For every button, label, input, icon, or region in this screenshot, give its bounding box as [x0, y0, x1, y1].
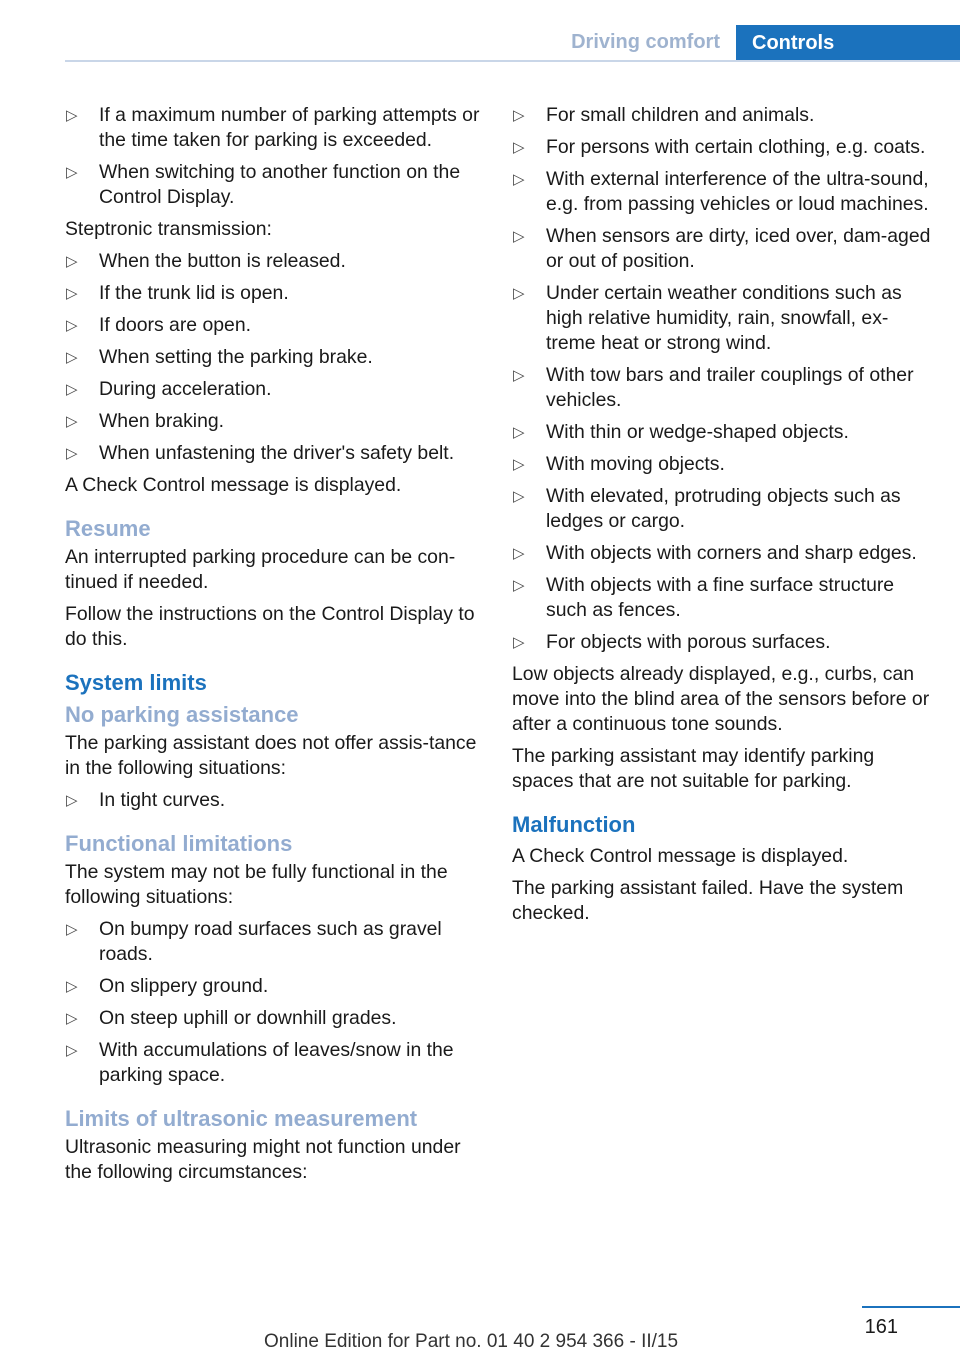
- bullet-triangle-icon: ▷: [66, 107, 78, 124]
- check-control-paragraph: A Check Control message is displayed.: [65, 474, 402, 496]
- bullet-triangle-icon: ▷: [513, 367, 525, 384]
- resume-heading: Resume: [65, 516, 151, 541]
- bullet-triangle-icon: ▷: [66, 164, 78, 181]
- bullet-triangle-icon: ▷: [66, 253, 78, 270]
- list-item: ▷ For objects with porous surfaces.: [513, 631, 831, 653]
- bullet-triangle-icon: ▷: [513, 634, 525, 651]
- bullet-triangle-icon: ▷: [513, 171, 525, 188]
- list-item: ▷ With objects with corners and sharp edges.: [513, 542, 917, 564]
- edition-footer: Online Edition for Part no. 01 40 2 954 366 - II/15: [264, 1331, 679, 1352]
- list-item: ▷ With tow bars and trailer couplings of other vehicles.: [513, 364, 914, 411]
- list-item: ▷ On slippery ground.: [66, 975, 269, 997]
- left-column: [65, 103, 480, 1192]
- footer-divider: [862, 1306, 960, 1308]
- list-item: ▷ When sensors are dirty, iced over, dam‐aged or out of position.: [513, 225, 931, 272]
- functional-limitations-heading: Functional limitations: [65, 831, 293, 856]
- header-divider: [65, 60, 960, 62]
- bullet-triangle-icon: ▷: [513, 545, 525, 562]
- bullet-triangle-icon: ▷: [66, 285, 78, 302]
- bullet-triangle-icon: ▷: [66, 381, 78, 398]
- system-limits-heading: System limits: [65, 670, 207, 695]
- bullet-triangle-icon: ▷: [66, 921, 78, 938]
- list-item: ▷ If a maximum number of parking attempts or the time taken for parking is exceeded.: [66, 104, 480, 151]
- list-item: ▷ When the button is released.: [66, 250, 346, 272]
- bullet-triangle-icon: ▷: [66, 1010, 78, 1027]
- list-item: ▷ With elevated, protruding objects such as ledges or cargo.: [513, 485, 901, 532]
- ultrasonic-paragraph: Ultrasonic measuring might not function under the following circumstances:: [65, 1136, 461, 1183]
- list-item: ▷ With accumulations of leaves/snow in the parking space.: [66, 1039, 454, 1086]
- list-item: ▷ If doors are open.: [66, 314, 251, 336]
- bullet-triangle-icon: ▷: [66, 978, 78, 995]
- no-parking-assistance-heading: No parking assistance: [65, 702, 299, 727]
- list-item: ▷ When braking.: [66, 410, 225, 432]
- list-item: ▷ On steep uphill or downhill grades.: [66, 1007, 397, 1029]
- bullet-triangle-icon: ▷: [66, 349, 78, 366]
- parking-spaces-paragraph: The parking assistant may identify parking spaces that are not suitable for parking.: [512, 745, 875, 792]
- no-assistance-paragraph: The parking assistant does not offer assis‐tance in the following situations:: [65, 732, 477, 779]
- list-item: ▷ During acceleration.: [66, 378, 272, 400]
- list-item: ▷ If the trunk lid is open.: [66, 282, 289, 304]
- bullet-triangle-icon: ▷: [66, 792, 78, 809]
- list-item: ▷ With thin or wedge-shaped objects.: [513, 421, 849, 443]
- list-item: ▷ For small children and animals.: [513, 104, 815, 126]
- resume-paragraph-1: An interrupted parking procedure can be con‐tinued if needed.: [65, 546, 456, 593]
- malfunction-heading: Malfunction: [512, 812, 636, 837]
- bullet-triangle-icon: ▷: [66, 445, 78, 462]
- list-item: ▷ With external interference of the ultra‐sound, e.g. from passing vehicles or loud machines.: [513, 168, 929, 215]
- low-objects-paragraph: Low objects already displayed, e.g., curbs, can move into the blind area of the sensors before or after a continuous tone sounds.: [512, 663, 930, 735]
- bullet-triangle-icon: ▷: [513, 424, 525, 441]
- bullet-triangle-icon: ▷: [513, 139, 525, 156]
- bullet-triangle-icon: ▷: [513, 285, 525, 302]
- bullet-triangle-icon: ▷: [513, 228, 525, 245]
- list-item: ▷ On bumpy road surfaces such as gravel roads.: [66, 918, 442, 965]
- list-item: ▷ Under certain weather conditions such as high relative humidity, rain, snowfall, ex‐treme heat or strong wind.: [513, 282, 902, 354]
- ultrasonic-limits-heading: Limits of ultrasonic measurement: [65, 1106, 418, 1131]
- bullet-triangle-icon: ▷: [66, 317, 78, 334]
- bullet-triangle-icon: ▷: [513, 456, 525, 473]
- header-chapter-tab: Controls: [736, 25, 960, 62]
- resume-paragraph-2: Follow the instructions on the Control Display to do this.: [65, 603, 475, 650]
- bullet-triangle-icon: ▷: [66, 1042, 78, 1059]
- list-item: ▷ When unfastening the driver's safety belt.: [66, 442, 455, 464]
- malfunction-paragraph-2: The parking assistant failed. Have the system checked.: [512, 877, 904, 924]
- list-item: ▷ When setting the parking brake.: [66, 346, 373, 368]
- bullet-triangle-icon: ▷: [66, 413, 78, 430]
- page-number: 161: [864, 1316, 898, 1338]
- functional-limitations-paragraph: The system may not be fully functional in the following situations:: [65, 861, 448, 908]
- page-header: [0, 25, 960, 62]
- bullet-triangle-icon: ▷: [513, 577, 525, 594]
- malfunction-paragraph-1: A Check Control message is displayed.: [512, 845, 849, 867]
- header-section-tab: Driving comfort: [571, 31, 720, 53]
- list-item: ▷ With objects with a fine surface structure such as fences.: [513, 574, 895, 621]
- bullet-triangle-icon: ▷: [513, 107, 525, 124]
- list-item: ▷ With moving objects.: [513, 453, 725, 475]
- bullet-triangle-icon: ▷: [513, 488, 525, 505]
- right-column: [512, 103, 932, 933]
- steptronic-label: Steptronic transmission:: [65, 218, 272, 240]
- list-item: ▷ In tight curves.: [66, 789, 226, 811]
- list-item: ▷ When switching to another function on the Control Display.: [66, 161, 461, 208]
- list-item: ▷ For persons with certain clothing, e.g. coats.: [513, 136, 926, 158]
